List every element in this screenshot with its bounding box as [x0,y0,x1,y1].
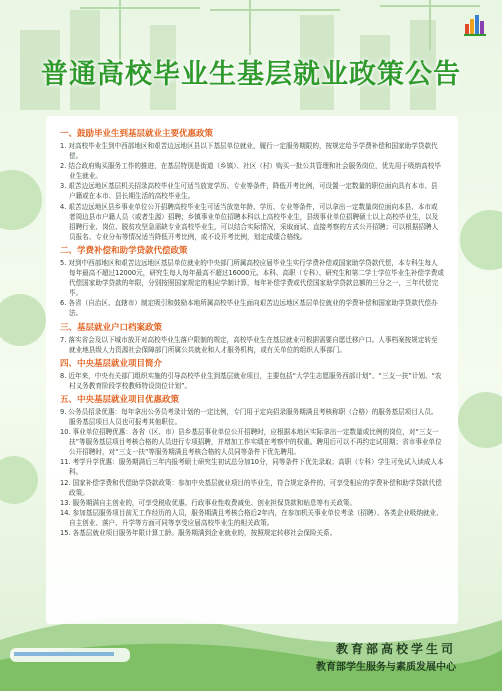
policy-item: 2. 结合政府购买服务工作的推进，在基层特别是街道（乡镇）、社区（村）购买一批公共管理和社会服务岗位，优先用于吸纳高校毕业生就业。 [60,162,441,181]
section-4 [60,357,444,391]
policy-item: 1. 对高校毕业生到中西部地区和艰苦边远地区县以下基层单位就业、履行一定服务期限的，按规定给予学费补偿和国家助学贷款代偿。 [60,142,438,161]
section-heading: 一、鼓励毕业生到基层就业主要优惠政策 [60,129,214,139]
section-2 [60,244,444,319]
page-title: 普通高校毕业生基层就业政策公告 [41,59,461,90]
policy-item: 8. 近年来，中央有关部门组织实施的引导高校毕业生到基层就业项目，主要包括“大学生志愿服务西部计划”、“三支一扶”计划、“农村义务教育阶段学校教师特设岗位计划”。 [60,371,442,390]
section-heading: 五、中央基层就业项目优惠政策 [60,394,180,405]
policy-content-card [46,116,458,624]
policy-item: 11. 考学升学优惠：服务期满后三年内报考硕士研究生初试总分加10分，同等条件下优先录取；高职（专科）学生可免试入读成人本科。 [60,458,444,477]
policy-item: 12. 国家补偿学费和代偿助学贷款政策：参加中央基层就业项目的毕业生，符合规定条件的，可享受相应的学费补偿和助学贷款代偿政策。 [60,478,442,497]
issuer-name: 教育部高校学生司 [335,642,456,656]
section-5 [60,393,444,538]
policy-item: 7. 落实省会及以下城市放开对高校毕业生落户限制的规定，高校毕业生在基层就业可根据需要自愿迁移户口。人事档案按规定转至就业地县级人力资源社会保障部门所属公共就业和人才服务机构，或有关单位的组织人事部门。 [60,335,438,354]
policy-item: 13. 服务期满自主创业的，可享受税收优惠、行政事业性收费减免、创业担保贷款和贴息等有关政策。 [60,498,357,507]
policy-item: 15. 各基层就业项目服务年限计算工龄。服务期满到企业就业的，按照规定转移社会保险关系。 [60,529,337,537]
policy-item: 4. 艰苦边远地区县乡事业单位公开招聘高校毕业生可适当放宽年龄、学历、专业等条件，可以拿出一定数量岗位面向本县、本市或者周边县市户籍人员（或者生源）招聘；乡镇事业单位招聘本科以上高校毕业生，县级事业单位招聘硕士以上高校毕业生，以及招聘行业、岗位、脱贫攻坚急需缺专业高校毕业生，可以结合实际情况，采取面试、直接考察的方式公开招聘；可以根据招聘人员报名、专业分布等情况适当降低开考比例，或不设开考比例，划定成绩合格线。 [60,202,439,241]
policy-item: 6. 各省（自治区、直辖市）制定吸引和鼓励本地所属高校毕业生面向艰苦边远地区基层单位就业的学费补偿和国家助学贷款代偿办法。 [60,299,438,318]
policy-item: 10. 事业单位招聘优惠：各省（区、市）县乡基层事业单位公开招聘时，应根据本地区实际拿出一定数量或比例的岗位，对“三支一扶”等服务基层项目考核合格的人员进行专项招聘，并增加工作实绩在考察中的权重。聘用后可以不再约定试用期；省市事业单位公开招聘时，对“三支一扶”等服务期满且考核合格的人员同等条件下优先聘用。 [60,428,442,457]
section-heading: 二、学费补偿和助学贷款代偿政策 [60,245,188,256]
section-3 [60,321,444,355]
policy-item: 3. 艰苦边远地区基层机关招录高校毕业生可适当放宽学历、专业等条件，降低开考比例，可设置一定数量的职位面向具有本市、县户籍或在本市、县长期生活的高校毕业生。 [60,182,438,201]
policy-item: 14. 参加基层服务项目前无工作经历的人员，服务期满且考核合格后2年内，在参加机关事业单位考录（招聘）、各类企业吸纳就业、自主创业、落户、升学等方面可同等享受应届高校毕业生的相关政策。 [60,508,443,527]
logo-icon [464,12,486,36]
issuer-center: 教育部学生服务与素质发展中心 [316,662,456,673]
policy-item: 9. 公务员招录优惠：每年拿出公务员考录计划的一定比例，专门用于定向招录服务期满且考核称职（合格）的服务基层项目人员。服务基层项目人员也可报考其他职位。 [60,407,438,426]
policy-item: 5. 对到中西部地区和艰苦边远地区基层单位就业的中央部门所属高校应届毕业生实行学费补偿或国家助学贷款代偿，本专科生每人每年最高不超过12000元，研究生每人每年最高不超过16000元。本科、高职（专科）、研究生和第二学士学位毕业生补偿学费或代偿国家助学贷款的年限，分别按照国家规定的相应学制计算，每年补偿学费或代偿国家助学贷款总额的三分之一，三年代偿完毕。 [60,258,444,298]
section-1 [60,127,444,242]
section-heading: 三、基层就业户口档案政策 [60,322,163,333]
section-heading: 四、中央基层就业项目简介 [60,358,163,369]
